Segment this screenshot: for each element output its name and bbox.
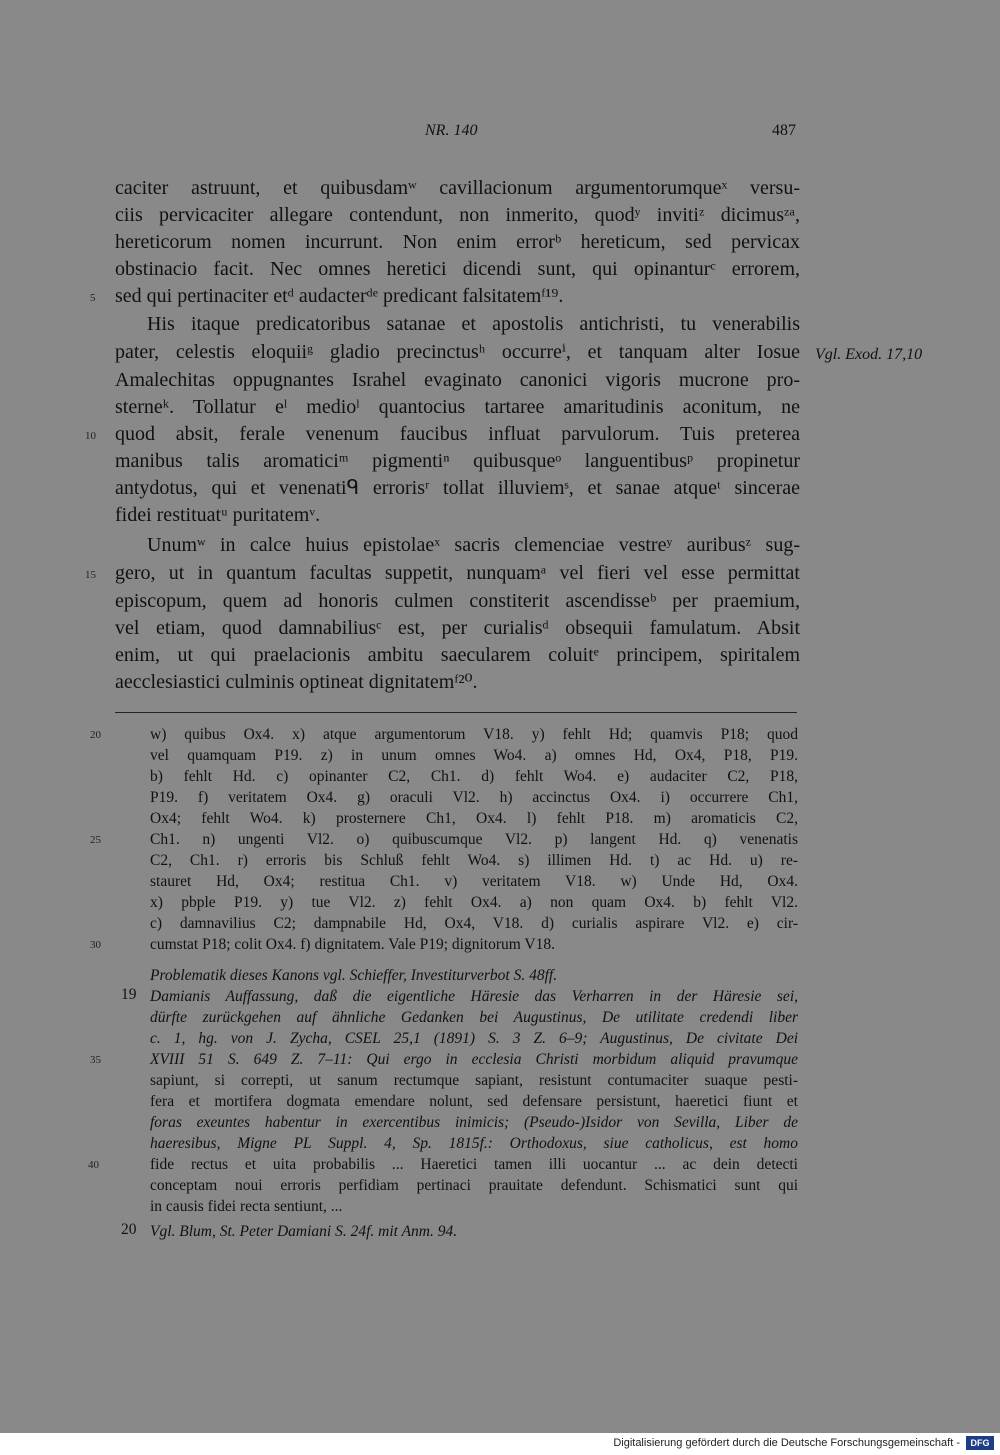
apparatus-line: x) pbple P19. y) tue Vl2. z) fehlt Ox4. a) non quam Ox4. b) fehlt Vl2. — [150, 894, 798, 911]
note-line: conceptam noui erroris perfidiam pertinaci prauitate defendunt. Schismatici sunt qui — [150, 1177, 798, 1194]
margin-note: Vgl. Exod. 17,10 — [815, 346, 923, 363]
apparatus-line: C2, Ch1. r) erroris bis Schluß fehlt Wo4. s) illimen Hd. t) ac Hd. u) re- — [150, 852, 798, 869]
main-line: obstinacio facit. Nec omnes heretici dicendi sunt, qui opinanturᶜ errorem, — [115, 258, 800, 280]
main-line: gero, ut in quantum facultas suppetit, nunquamᵃ vel fieri vel esse permittat — [115, 562, 800, 584]
main-line: enim, ut qui praelacionis ambitu saecularem coluitᵉ principem, spiritalem — [115, 644, 800, 666]
main-line: antydotus, qui et venenatiᑫ errorisʳ tollat illuviemˢ, et sanae atqueᵗ sincerae — [115, 477, 800, 499]
footer-text: Digitalisierung gefördert durch die Deutsche Forschungsgemeinschaft - — [613, 1437, 960, 1449]
line-number: 10 — [85, 430, 96, 442]
apparatus-line: P19. f) veritatem Ox4. g) oraculi Vl2. h) accinctus Ox4. i) occurrere Ch1, — [150, 789, 798, 806]
apparatus-line: Ox4; fehlt Wo4. k) prosternere Ch1, Ox4. l) fehlt P18. m) aromaticis C2, — [150, 810, 798, 827]
apparatus-line: cumstat P18; colit Ox4. f) dignitatem. Vale P19; dignitorum V18. — [150, 936, 555, 953]
main-line: quod absit, ferale venenum faucibus influat parvulorum. Tuis preterea — [115, 423, 800, 445]
running-header: NR. 140 — [425, 122, 478, 139]
note-line: dürfte zurückgehen auf ähnliche Gedanken bei Augustinus, De utilitate credendi liber — [150, 1009, 798, 1026]
main-line: manibus talis aromaticiᵐ pigmentiⁿ quibusqueᵒ languentibusᵖ propinetur — [115, 450, 800, 472]
main-line: caciter astruunt, et quibusdamʷ cavillacionum argumentorumqueˣ versu- — [115, 177, 800, 199]
note-line: XVIII 51 S. 649 Z. 7–11: Qui ergo in ecclesia Christi morbidum aliquid pravumque — [150, 1051, 798, 1068]
line-number: 35 — [90, 1054, 101, 1066]
main-line: pater, celestis eloquiiᵍ gladio precinctusʰ occurreⁱ, et tanquam alter Iosue — [115, 341, 800, 363]
line-number: 20 — [90, 729, 101, 741]
line-number: 5 — [90, 292, 96, 304]
main-line: hereticorum nomen incurrunt. Non enim errorᵇ hereticum, sed pervicax — [115, 231, 800, 253]
main-line: sterneᵏ. Tollatur eˡ medioˡ quantocius tartaree amaritudinis aconitum, ne — [115, 396, 800, 418]
note-line: Damianis Auffassung, daß die eigentliche Häresie das Verharren in der Häresie sei, — [150, 988, 798, 1005]
main-line: fidei restituatᵘ puritatemᵛ. — [115, 504, 321, 526]
note-line: sapiunt, si correpti, ut sanum rectumque sapiant, resistunt contumaciter suaque pesti- — [150, 1072, 798, 1089]
apparatus-line: vel quamquam P19. z) in unum omnes Wo4. a) omnes Hd, Ox4, P18, P19. — [150, 747, 798, 764]
apparatus-line: b) fehlt Hd. c) opinanter C2, Ch1. d) fehlt Wo4. e) audaciter C2, P18, — [150, 768, 798, 785]
note-line: in causis fidei recta sentiunt, ... — [150, 1198, 343, 1215]
note-line: fera et mortifera dogmata emendare nolunt, sed defensare persistunt, haeretici fiunt et — [150, 1093, 798, 1110]
footnote-separator — [115, 712, 797, 713]
line-number: 30 — [90, 939, 101, 951]
main-line: Amalechitas oppugnantes Israhel evaginato canonici vigoris mucrone pro- — [115, 369, 800, 391]
page-number: 487 — [772, 122, 796, 139]
note-number: 19 — [121, 986, 137, 1003]
note-line: c. 1, hg. von J. Zycha, CSEL 25,1 (1891) S. 3 Z. 6–9; Augustinus, De civitate Dei — [150, 1030, 798, 1047]
note-line: fide rectus et uita probabilis ... Haeretici tamen illi uocantur ... ac dein detecti — [150, 1156, 798, 1173]
main-line: Unumʷ in calce huius epistolaeˣ sacris clemenciae vestreʸ auribusᶻ sug- — [147, 534, 800, 556]
apparatus-line: w) quibus Ox4. x) atque argumentorum V18. y) fehlt Hd; quamvis P18; quod — [150, 726, 798, 743]
note-line: foras exeuntes habentur in exercentibus inimicis; (Pseudo-)Isidor von Sevilla, Liber de — [150, 1114, 798, 1131]
note-line: Problematik dieses Kanons vgl. Schieffer, Investiturverbot S. 48ff. — [150, 967, 558, 984]
line-number: 40 — [88, 1159, 99, 1171]
main-line: episcopum, quem ad honoris culmen constiterit ascendisseᵇ per praemium, — [115, 590, 800, 612]
main-line: aecclesiastici culminis optineat dignitatemᶠ²⁰. — [115, 671, 478, 693]
main-line: ciis pervicaciter allegare contendunt, non inmerito, quodʸ invitiᶻ dicimusᶻᵃ, — [115, 204, 800, 226]
digitization-footer — [0, 1433, 1000, 1455]
dfg-logo: DFG — [966, 1436, 994, 1450]
note-line: haeresibus, Migne PL Suppl. 4, Sp. 1815f.: Orthodoxus, siue catholicus, est homo — [150, 1135, 798, 1152]
apparatus-line: stauret Hd, Ox4; restitua Ch1. v) veritatem V18. w) Unde Hd, Ox4. — [150, 873, 798, 890]
line-number: 25 — [90, 834, 101, 846]
note-number: 20 — [121, 1221, 137, 1238]
note-line: Vgl. Blum, St. Peter Damiani S. 24f. mit Anm. 94. — [150, 1223, 458, 1240]
apparatus-line: c) damnavilius C2; dampnabile Hd, Ox4, V18. d) curialis aspirare Vl2. e) cir- — [150, 915, 798, 932]
main-line: vel etiam, quod damnabiliusᶜ est, per curialisᵈ obsequii famulatum. Absit — [115, 617, 800, 639]
main-line: His itaque predicatoribus satanae et apostolis antichristi, tu venerabilis — [147, 313, 800, 335]
main-line: sed qui pertinaciter etᵈ audacterᵈᵉ predicant falsitatemᶠ¹⁹. — [115, 285, 564, 307]
line-number: 15 — [85, 569, 96, 581]
apparatus-line: Ch1. n) ungenti Vl2. o) quibuscumque Vl2. p) langent Hd. q) venenatis — [150, 831, 798, 848]
